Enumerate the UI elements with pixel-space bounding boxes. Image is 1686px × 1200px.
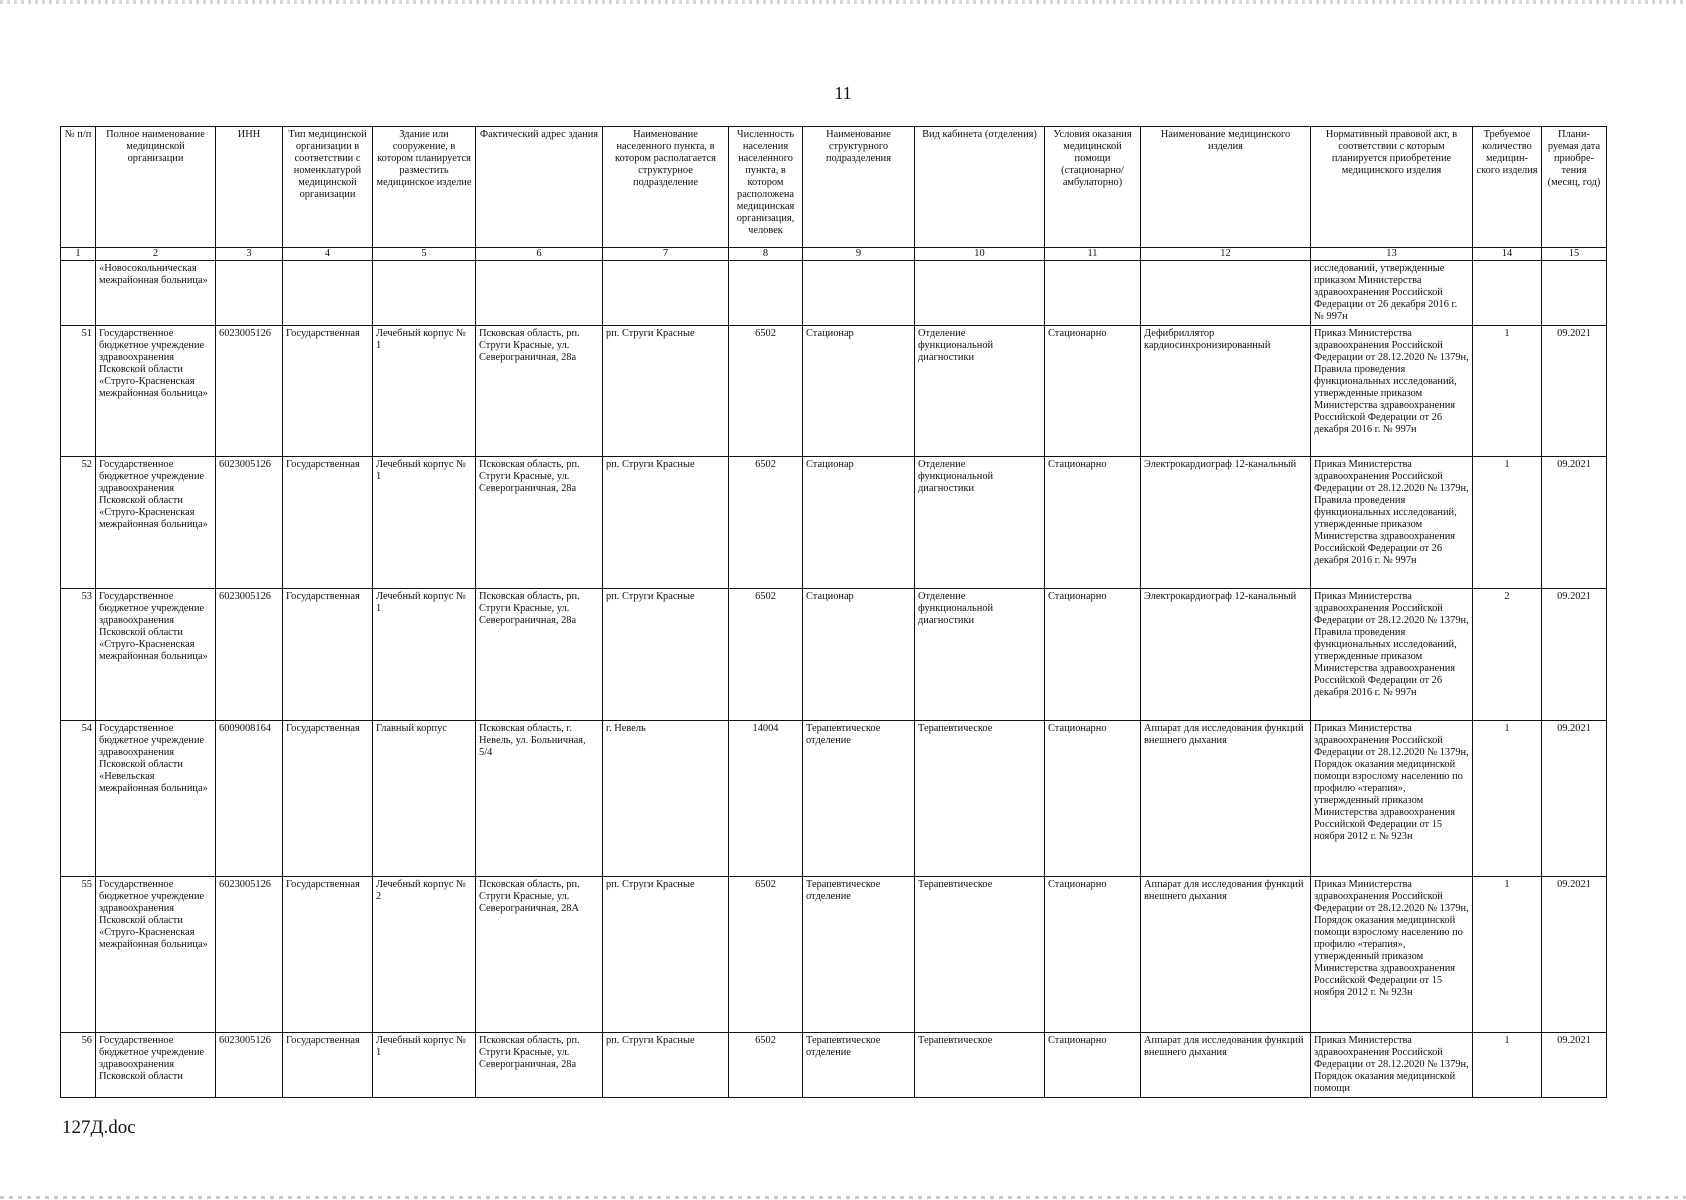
table-row <box>61 877 1607 1033</box>
cell-num: 53 <box>61 589 96 721</box>
cell-device: Аппарат для исследования функций внешнего дыхания <box>1141 721 1311 877</box>
cell-address: Псковская область, рп. Струги Красные, ул. Северограничная, 28а <box>476 1033 603 1098</box>
cell-building <box>373 261 476 326</box>
header-cell: Требуемое количество медицин-ского изделия <box>1473 127 1542 248</box>
cell-unit: Стационар <box>803 457 915 589</box>
cell-qty: 1 <box>1473 721 1542 877</box>
cell-conditions: Стационарно <box>1045 326 1141 457</box>
cell-settlement: рп. Струги Красные <box>603 877 729 1033</box>
header-cell: Условия оказания медицинской помощи (стационарно/ амбулаторно) <box>1045 127 1141 248</box>
cell-date: 09.2021 <box>1542 877 1607 1033</box>
cell-inn: 6023005126 <box>216 1033 283 1098</box>
cell-device: Аппарат для исследования функций внешнего дыхания <box>1141 877 1311 1033</box>
cell-qty: 1 <box>1473 457 1542 589</box>
cell-unit: Терапевтическое отделение <box>803 877 915 1033</box>
header-cell: Численность населения населенного пункта, в котором расположена медицинская организация, человек <box>729 127 803 248</box>
cell-conditions: Стационарно <box>1045 1033 1141 1098</box>
cell-num <box>61 261 96 326</box>
cell-inn: 6023005126 <box>216 326 283 457</box>
cell-act: Приказ Министерства здравоохранения Российской Федерации от 28.12.2020 № 1379н, Правила проведения функциональных исследований, утвержденные приказом Министерства здравоохранения Российской Федерации от 26 декабря 2016 г. № 997н <box>1311 457 1473 589</box>
table-row <box>61 1033 1607 1098</box>
cell-date: 09.2021 <box>1542 1033 1607 1098</box>
cell-conditions <box>1045 261 1141 326</box>
cell-cabinet: Терапевтическое <box>915 1033 1045 1098</box>
column-number: 7 <box>603 248 729 261</box>
cell-cabinet: Терапевтическое <box>915 877 1045 1033</box>
cell-device: Аппарат для исследования функций внешнего дыхания <box>1141 1033 1311 1098</box>
cell-type: Государственная <box>283 457 373 589</box>
cell-device: Электрокардиограф 12-канальный <box>1141 457 1311 589</box>
table-row <box>61 457 1607 589</box>
equipment-table <box>60 126 1607 1098</box>
cell-inn <box>216 261 283 326</box>
table-row <box>61 721 1607 877</box>
cell-org: «Новосокольническая межрайонная больница» <box>96 261 216 326</box>
column-number: 13 <box>1311 248 1473 261</box>
cell-building: Главный корпус <box>373 721 476 877</box>
cell-num: 56 <box>61 1033 96 1098</box>
cell-qty: 1 <box>1473 326 1542 457</box>
header-cell: ИНН <box>216 127 283 248</box>
cell-address: Псковская область, рп. Струги Красные, ул. Северограничная, 28А <box>476 877 603 1033</box>
header-cell: Полное наименование медицинской организации <box>96 127 216 248</box>
cell-act: исследований, утвержденные приказом Министерства здравоохранения Российской Федерации от 26 декабря 2016 г. № 997н <box>1311 261 1473 326</box>
cell-population: 6502 <box>729 1033 803 1098</box>
column-number: 5 <box>373 248 476 261</box>
page-number: 11 <box>834 83 852 103</box>
cell-settlement: г. Невель <box>603 721 729 877</box>
column-number: 8 <box>729 248 803 261</box>
cell-device: Электрокардиограф 12-канальный <box>1141 589 1311 721</box>
cell-date: 09.2021 <box>1542 326 1607 457</box>
cell-date: 09.2021 <box>1542 721 1607 877</box>
footer-filename: 127Д.doc <box>62 1117 136 1138</box>
cell-address: Псковская область, г. Невель, ул. Больничная, 5/4 <box>476 721 603 877</box>
cell-settlement: рп. Струги Красные <box>603 326 729 457</box>
cell-address <box>476 261 603 326</box>
cell-settlement: рп. Струги Красные <box>603 1033 729 1098</box>
column-number: 14 <box>1473 248 1542 261</box>
header-cell: Наименование населенного пункта, в котором располагается структурное подразделение <box>603 127 729 248</box>
cell-population: 6502 <box>729 589 803 721</box>
cell-type: Государственная <box>283 877 373 1033</box>
cell-date: 09.2021 <box>1542 589 1607 721</box>
cell-qty: 1 <box>1473 1033 1542 1098</box>
header-cell: № п/п <box>61 127 96 248</box>
column-number: 4 <box>283 248 373 261</box>
cell-cabinet: Отделение функциональной диагностики <box>915 326 1045 457</box>
cell-address: Псковская область, рп. Струги Красные, ул. Северограничная, 28а <box>476 457 603 589</box>
cell-act: Приказ Министерства здравоохранения Российской Федерации от 28.12.2020 № 1379н, Правила проведения функциональных исследований, утвержденные приказом Министерства здравоохранения Российской Федерации от 26 декабря 2016 г. № 997н <box>1311 589 1473 721</box>
header-cell: Здание или сооружение, в котором планируется разместить медицинское изделие <box>373 127 476 248</box>
cell-num: 54 <box>61 721 96 877</box>
table-row <box>61 326 1607 457</box>
header-cell: Тип медицинской организации в соответствии с номенклатурой медицинской организации <box>283 127 373 248</box>
cell-unit: Терапевтическое отделение <box>803 721 915 877</box>
cell-conditions: Стационарно <box>1045 877 1141 1033</box>
header-cell: Нормативный правовой акт, в соответствии с которым планируется приобретение медицинского изделия <box>1311 127 1473 248</box>
cell-org: Государственное бюджетное учреждение здравоохранения Псковской области <box>96 1033 216 1098</box>
cell-conditions: Стационарно <box>1045 721 1141 877</box>
column-number: 3 <box>216 248 283 261</box>
cell-conditions: Стационарно <box>1045 457 1141 589</box>
cell-population: 6502 <box>729 457 803 589</box>
cell-unit <box>803 261 915 326</box>
cell-building: Лечебный корпус № 1 <box>373 326 476 457</box>
cell-inn: 6023005126 <box>216 589 283 721</box>
cell-org: Государственное бюджетное учреждение здравоохранения Псковской области «Струго-Красненская межрайонная больница» <box>96 326 216 457</box>
header-row <box>61 127 1607 248</box>
continuation-row <box>61 261 1607 326</box>
column-number: 12 <box>1141 248 1311 261</box>
cell-date <box>1542 261 1607 326</box>
cell-building: Лечебный корпус № 1 <box>373 457 476 589</box>
column-number: 2 <box>96 248 216 261</box>
header-cell: Плани-руемая дата приобре-тения (месяц, год) <box>1542 127 1607 248</box>
cell-population: 6502 <box>729 326 803 457</box>
cell-num: 52 <box>61 457 96 589</box>
cell-cabinet: Отделение функциональной диагностики <box>915 457 1045 589</box>
cell-population: 6502 <box>729 877 803 1033</box>
cell-qty <box>1473 261 1542 326</box>
cell-type: Государственная <box>283 721 373 877</box>
cell-org: Государственное бюджетное учреждение здравоохранения Псковской области «Струго-Красненская межрайонная больница» <box>96 589 216 721</box>
cell-device <box>1141 261 1311 326</box>
cell-population <box>729 261 803 326</box>
cell-inn: 6023005126 <box>216 457 283 589</box>
header-cell: Вид кабинета (отделения) <box>915 127 1045 248</box>
header-cell: Фактический адрес здания <box>476 127 603 248</box>
column-number: 11 <box>1045 248 1141 261</box>
column-number: 15 <box>1542 248 1607 261</box>
cell-unit: Стационар <box>803 589 915 721</box>
cell-num: 55 <box>61 877 96 1033</box>
cell-inn: 6023005126 <box>216 877 283 1033</box>
cell-inn: 6009008164 <box>216 721 283 877</box>
cell-act: Приказ Министерства здравоохранения Российской Федерации от 28.12.2020 № 1379н, Правила проведения функциональных исследований, утвержденные приказом Министерства здравоохранения Российской Федерации от 26 декабря 2016 г. № 997н <box>1311 326 1473 457</box>
cell-settlement <box>603 261 729 326</box>
column-number: 9 <box>803 248 915 261</box>
scan-edge-bottom <box>0 1196 1686 1199</box>
cell-act: Приказ Министерства здравоохранения Российской Федерации от 28.12.2020 № 1379н, Порядок оказания медицинской помощи взрослому населению по профилю «терапия», утвержденный приказом Министерства здравоохранения Российской Федерации от 15 ноября 2012 г. № 923н <box>1311 721 1473 877</box>
cell-device: Дефибриллятор кардиосинхронизированный <box>1141 326 1311 457</box>
cell-type: Государственная <box>283 1033 373 1098</box>
cell-qty: 2 <box>1473 589 1542 721</box>
cell-building: Лечебный корпус № 1 <box>373 1033 476 1098</box>
cell-building: Лечебный корпус № 2 <box>373 877 476 1033</box>
cell-settlement: рп. Струги Красные <box>603 589 729 721</box>
cell-building: Лечебный корпус № 1 <box>373 589 476 721</box>
cell-cabinet: Терапевтическое <box>915 721 1045 877</box>
cell-type: Государственная <box>283 589 373 721</box>
cell-unit: Терапевтическое отделение <box>803 1033 915 1098</box>
cell-qty: 1 <box>1473 877 1542 1033</box>
cell-type: Государственная <box>283 326 373 457</box>
cell-address: Псковская область, рп. Струги Красные, ул. Северограничная, 28а <box>476 589 603 721</box>
cell-act: Приказ Министерства здравоохранения Российской Федерации от 28.12.2020 № 1379н, Порядок оказания медицинской помощи <box>1311 1033 1473 1098</box>
header-cell: Наименование медицинского изделия <box>1141 127 1311 248</box>
header-cell: Наименование структурного подразделения <box>803 127 915 248</box>
scan-edge-top <box>0 0 1686 4</box>
cell-address: Псковская область, рп. Струги Красные, ул. Северограничная, 28а <box>476 326 603 457</box>
cell-settlement: рп. Струги Красные <box>603 457 729 589</box>
cell-type <box>283 261 373 326</box>
table-row <box>61 589 1607 721</box>
cell-conditions: Стационарно <box>1045 589 1141 721</box>
column-number-row <box>61 248 1607 261</box>
cell-date: 09.2021 <box>1542 457 1607 589</box>
cell-population: 14004 <box>729 721 803 877</box>
cell-unit: Стационар <box>803 326 915 457</box>
cell-org: Государственное бюджетное учреждение здравоохранения Псковской области «Струго-Красненская межрайонная больница» <box>96 457 216 589</box>
cell-num: 51 <box>61 326 96 457</box>
cell-cabinet <box>915 261 1045 326</box>
column-number: 1 <box>61 248 96 261</box>
column-number: 10 <box>915 248 1045 261</box>
cell-org: Государственное бюджетное учреждение здравоохранения Псковской области «Невельская межрайонная больница» <box>96 721 216 877</box>
cell-org: Государственное бюджетное учреждение здравоохранения Псковской области «Струго-Красненская межрайонная больница» <box>96 877 216 1033</box>
cell-act: Приказ Министерства здравоохранения Российской Федерации от 28.12.2020 № 1379н, Порядок оказания медицинской помощи взрослому населению по профилю «терапия», утвержденный приказом Министерства здравоохранения Российской Федерации от 15 ноября 2012 г. № 923н <box>1311 877 1473 1033</box>
cell-cabinet: Отделение функциональной диагностики <box>915 589 1045 721</box>
column-number: 6 <box>476 248 603 261</box>
